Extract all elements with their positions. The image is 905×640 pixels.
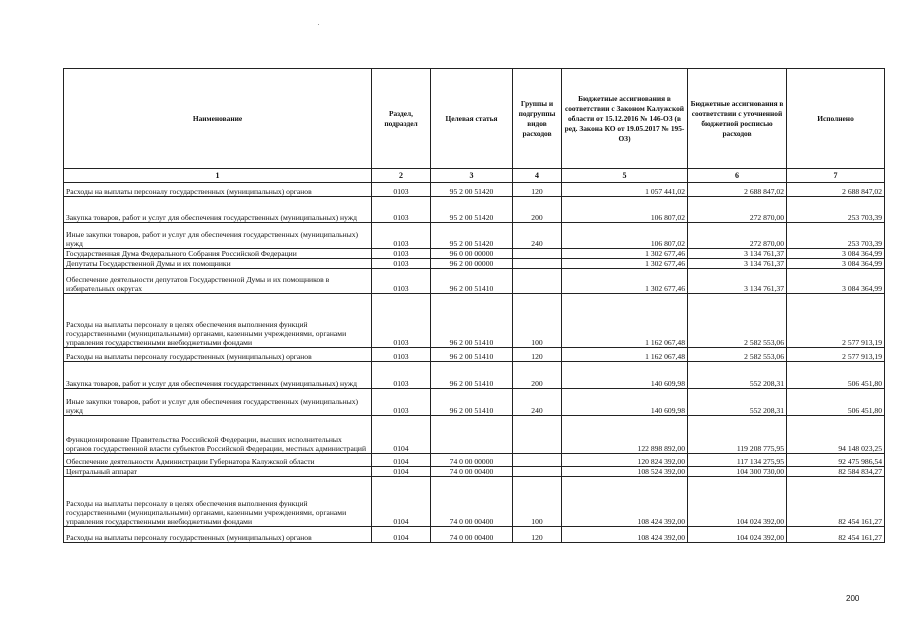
- table-cell-section: 0104: [372, 477, 431, 527]
- table-cell-name: Обеспечение деятельности депутатов Государственной Думы и их помощников в избирательных округах: [64, 269, 372, 294]
- column-number: 6: [688, 169, 787, 183]
- table-cell-article: 96 2 00 51410: [431, 348, 513, 362]
- table-cell-executed: 82 454 161,27: [787, 527, 885, 543]
- table-row: [64, 269, 885, 294]
- table-cell-group: [513, 416, 562, 454]
- table-cell-executed: 2 577 913,19: [787, 294, 885, 348]
- table-cell-group: 120: [513, 183, 562, 197]
- table-cell-revised-allocation: 552 208,31: [688, 362, 787, 389]
- table-cell-group: 200: [513, 362, 562, 389]
- header-law-allocations: Бюджетные ассигнования в соответствии с Законом Калужской области от 15.12.2016 № 146-ОЗ (в ред. Закона КО от 19.05.2017 № 195-ОЗ): [562, 69, 688, 169]
- table-cell-revised-allocation: 3 134 761,37: [688, 269, 787, 294]
- table-cell-name: Расходы на выплаты персоналу в целях обеспечения выполнения функций государственными (муниципальными) органами, казенными учреждениями, органами управления государственными внебюджетными фондами: [64, 477, 372, 527]
- table-cell-executed: 253 703,39: [787, 197, 885, 223]
- table-cell-revised-allocation: 104 300 730,00: [688, 467, 787, 477]
- column-number: 3: [431, 169, 513, 183]
- table-cell-section: 0104: [372, 416, 431, 454]
- table-cell-name: Расходы на выплаты персоналу государственных (муниципальных) органов: [64, 348, 372, 362]
- table-cell-section: 0103: [372, 389, 431, 416]
- table-cell-section: 0103: [372, 348, 431, 362]
- table-cell-name: Расходы на выплаты персоналу государственных (муниципальных) органов: [64, 527, 372, 543]
- table-cell-article: 74 0 00 00000: [431, 454, 513, 467]
- table-cell-group: 120: [513, 348, 562, 362]
- table-cell-executed: 92 475 986,54: [787, 454, 885, 467]
- table-cell-section: 0103: [372, 183, 431, 197]
- table-cell-executed: 3 084 364,99: [787, 259, 885, 269]
- column-number: 5: [562, 169, 688, 183]
- table-cell-law-allocation: 1 302 677,46: [562, 249, 688, 259]
- table-cell-name: Закупка товаров, работ и услуг для обеспечения государственных (муниципальных) нужд: [64, 362, 372, 389]
- table-cell-revised-allocation: 272 870,00: [688, 197, 787, 223]
- table-row: [64, 477, 885, 527]
- table-cell-article: 96 2 00 51410: [431, 269, 513, 294]
- table-cell-executed: 2 688 847,02: [787, 183, 885, 197]
- table-row: [64, 527, 885, 543]
- column-number: 2: [372, 169, 431, 183]
- table-cell-revised-allocation: 3 134 761,37: [688, 259, 787, 269]
- header-row: [64, 69, 885, 169]
- table-cell-article: 96 0 00 00000: [431, 249, 513, 259]
- table-cell-law-allocation: 108 424 392,00: [562, 477, 688, 527]
- table-cell-revised-allocation: 2 582 553,06: [688, 294, 787, 348]
- table-cell-revised-allocation: 552 208,31: [688, 389, 787, 416]
- table-cell-group: 200: [513, 197, 562, 223]
- table-cell-revised-allocation: 104 024 392,00: [688, 527, 787, 543]
- table-cell-group: [513, 249, 562, 259]
- table-cell-law-allocation: 1 162 067,48: [562, 348, 688, 362]
- table-row: [64, 249, 885, 259]
- table-cell-law-allocation: 108 424 392,00: [562, 527, 688, 543]
- table-cell-article: 96 2 00 51410: [431, 294, 513, 348]
- table-cell-article: 96 2 00 00000: [431, 259, 513, 269]
- table-cell-name: Иные закупки товаров, работ и услуг для обеспечения государственных (муниципальных) нужд: [64, 223, 372, 249]
- table-cell-article: 95 2 00 51420: [431, 183, 513, 197]
- table-row: [64, 183, 885, 197]
- header-section: Раздел, подраздел: [372, 69, 431, 169]
- column-number: 7: [787, 169, 885, 183]
- column-number: 4: [513, 169, 562, 183]
- table-cell-section: 0104: [372, 454, 431, 467]
- table-cell-executed: 506 451,80: [787, 389, 885, 416]
- table-cell-section: 0103: [372, 223, 431, 249]
- table-row: [64, 348, 885, 362]
- table-cell-group: 240: [513, 389, 562, 416]
- table-cell-executed: 2 577 913,19: [787, 348, 885, 362]
- table-row: [64, 467, 885, 477]
- table-row: [64, 454, 885, 467]
- table-cell-name: Функционирование Правительства Российской Федерации, высших исполнительных органов государственной власти субъектов Российской Федерации, местных администраций: [64, 416, 372, 454]
- header-revised-allocations: Бюджетные ассигнования в соответствии с уточненной бюджетной росписью расходов: [688, 69, 787, 169]
- table-cell-revised-allocation: 3 134 761,37: [688, 249, 787, 259]
- table-cell-article: 74 0 00 00400: [431, 477, 513, 527]
- table-cell-revised-allocation: 117 134 275,95: [688, 454, 787, 467]
- table-cell-group: 120: [513, 527, 562, 543]
- column-number-row: [64, 169, 885, 183]
- table-row: [64, 389, 885, 416]
- table-row: [64, 259, 885, 269]
- table-cell-law-allocation: 120 824 392,00: [562, 454, 688, 467]
- table-cell-law-allocation: 108 524 392,00: [562, 467, 688, 477]
- table-cell-law-allocation: 106 807,02: [562, 197, 688, 223]
- table-cell-executed: 3 084 364,99: [787, 249, 885, 259]
- table-cell-revised-allocation: 104 024 392,00: [688, 477, 787, 527]
- table-cell-revised-allocation: 2 582 553,06: [688, 348, 787, 362]
- table-cell-article: 95 2 00 51420: [431, 223, 513, 249]
- table-cell-law-allocation: 140 609,98: [562, 362, 688, 389]
- header-expense-group: Группы и подгруппы видов расходов: [513, 69, 562, 169]
- header-executed: Исполнено: [787, 69, 885, 169]
- table-cell-revised-allocation: 272 870,00: [688, 223, 787, 249]
- scan-speck: [318, 24, 319, 25]
- table-cell-name: Обеспечение деятельности Администрации Губернатора Калужской области: [64, 454, 372, 467]
- header-target-article: Целевая статья: [431, 69, 513, 169]
- table-cell-section: 0103: [372, 294, 431, 348]
- table-cell-name: Центральный аппарат: [64, 467, 372, 477]
- table-cell-name: Закупка товаров, работ и услуг для обеспечения государственных (муниципальных) нужд: [64, 197, 372, 223]
- table-cell-article: [431, 416, 513, 454]
- table-cell-law-allocation: 106 807,02: [562, 223, 688, 249]
- table-cell-law-allocation: 122 898 892,00: [562, 416, 688, 454]
- table-cell-section: 0104: [372, 527, 431, 543]
- table-cell-group: 240: [513, 223, 562, 249]
- table-cell-executed: 82 454 161,27: [787, 477, 885, 527]
- table-row: [64, 416, 885, 454]
- table-cell-name: Расходы на выплаты персоналу в целях обеспечения выполнения функций государственными (муниципальными) органами, казенными учреждениями, органами управления государственными внебюджетными фондами: [64, 294, 372, 348]
- table-cell-section: 0103: [372, 249, 431, 259]
- table-cell-executed: 253 703,39: [787, 223, 885, 249]
- table-cell-name: Депутаты Государственной Думы и их помощники: [64, 259, 372, 269]
- table-cell-revised-allocation: 119 208 775,95: [688, 416, 787, 454]
- table-cell-group: [513, 269, 562, 294]
- table-cell-law-allocation: 1 162 067,48: [562, 294, 688, 348]
- table-cell-executed: 506 451,80: [787, 362, 885, 389]
- table-cell-section: 0103: [372, 197, 431, 223]
- header-name: Наименование: [64, 69, 372, 169]
- column-number: 1: [64, 169, 372, 183]
- table-cell-law-allocation: 1 057 441,02: [562, 183, 688, 197]
- table-row: [64, 294, 885, 348]
- table-cell-section: 0103: [372, 269, 431, 294]
- table-cell-section: 0103: [372, 259, 431, 269]
- table-body: [64, 183, 885, 543]
- table-row: [64, 362, 885, 389]
- table-cell-group: [513, 467, 562, 477]
- table-cell-article: 95 2 00 51420: [431, 197, 513, 223]
- table-cell-law-allocation: 1 302 677,46: [562, 269, 688, 294]
- table-row: [64, 197, 885, 223]
- table-cell-section: 0104: [372, 467, 431, 477]
- table-cell-group: [513, 454, 562, 467]
- table-row: [64, 223, 885, 249]
- table-cell-executed: 82 584 834,27: [787, 467, 885, 477]
- table-cell-name: Государственная Дума Федерального Собрания Российской Федерации: [64, 249, 372, 259]
- table-cell-group: 100: [513, 294, 562, 348]
- table-cell-law-allocation: 1 302 677,46: [562, 259, 688, 269]
- page-number: 200: [846, 594, 860, 603]
- table-cell-section: 0103: [372, 362, 431, 389]
- table-cell-executed: 3 084 364,99: [787, 269, 885, 294]
- table-cell-article: 96 2 00 51410: [431, 362, 513, 389]
- table-cell-name: Иные закупки товаров, работ и услуг для обеспечения государственных (муниципальных) нужд: [64, 389, 372, 416]
- table-cell-article: 74 0 00 00400: [431, 527, 513, 543]
- budget-table: [63, 68, 885, 543]
- table-cell-executed: 94 148 023,25: [787, 416, 885, 454]
- table-cell-law-allocation: 140 609,98: [562, 389, 688, 416]
- table-cell-group: [513, 259, 562, 269]
- table-cell-revised-allocation: 2 688 847,02: [688, 183, 787, 197]
- table-cell-group: 100: [513, 477, 562, 527]
- table-cell-article: 96 2 00 51410: [431, 389, 513, 416]
- table-cell-name: Расходы на выплаты персоналу государственных (муниципальных) органов: [64, 183, 372, 197]
- table-cell-article: 74 0 00 00400: [431, 467, 513, 477]
